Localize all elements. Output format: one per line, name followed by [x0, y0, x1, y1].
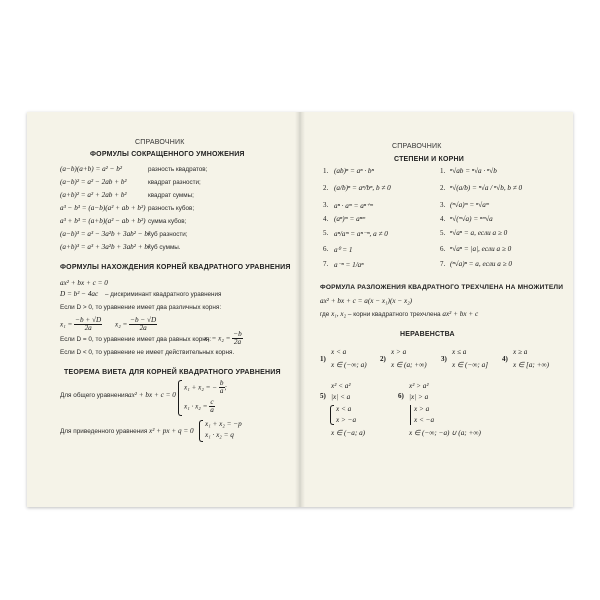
formula: a³ − b³ = (a−b)(a² + ab + b²) — [60, 204, 146, 212]
formula: (a−b)(a+b) = a² − b² — [60, 165, 123, 173]
formula-label: – дискриминант квадратного уравнения — [105, 291, 222, 298]
item-number: 5. — [440, 229, 446, 237]
inequality: x < a — [331, 348, 347, 356]
book-spread — [27, 112, 573, 507]
formula: x₁ + x₂ = −p — [205, 420, 242, 428]
formula: x₁ · x₂ = q — [205, 431, 234, 439]
section-title: ФОРМУЛЫ СОКРАЩЕННОГО УМНОЖЕНИЯ — [90, 151, 245, 158]
section-title: ФОРМУЛЫ НАХОЖДЕНИЯ КОРНЕЙ КВАДРАТНОГО УРАВНЕНИЯ — [60, 264, 291, 271]
item-number: 5. — [323, 229, 329, 237]
numerator: −b — [233, 330, 242, 338]
inequality: x > −a — [336, 416, 357, 424]
item-number: 7. — [323, 260, 329, 268]
numerator: c — [210, 398, 214, 406]
formula-lhs: x₁ = x₂ = — [204, 334, 231, 343]
denominator: a — [219, 387, 224, 396]
formula-label: разность квадратов; — [148, 166, 208, 173]
formula-label: разность кубов; — [148, 205, 195, 212]
formula: ⁿ√ab = ⁿ√a · ⁿ√b — [450, 167, 497, 175]
inequality: x > a — [391, 348, 407, 356]
item-number: 2) — [380, 355, 386, 363]
item-number: 3. — [323, 201, 329, 209]
section-title: ТЕОРЕМА ВИЕТА ДЛЯ КОРНЕЙ КВАДРАТНОГО УРАВНЕНИЯ — [64, 369, 281, 376]
item-number: 4. — [440, 215, 446, 223]
formula-label: квадрат разности; — [148, 179, 201, 186]
item-number: 7. — [440, 260, 446, 268]
inequality-solution: x ∈ [a; +∞) — [513, 361, 549, 369]
page-header: СПРАВОЧНИК — [392, 143, 442, 150]
formula-label: куб суммы. — [148, 244, 181, 251]
numerator: −b + √D — [75, 316, 102, 324]
fraction — [74, 317, 102, 332]
item-number: 3) — [441, 355, 447, 363]
formula: ⁿ√aⁿ = a, если a ≥ 0 — [450, 229, 508, 237]
formula: (a+b)³ = a³ + 3a²b + 3ab² + b³ — [60, 243, 151, 251]
section-title: НЕРАВЕНСТВА — [400, 331, 455, 338]
root-formula-1 — [60, 317, 102, 332]
text-line: Для общего уравнения — [60, 392, 129, 399]
formula: ⁿ√aⁿ = |a|, если a ≥ 0 — [450, 245, 512, 253]
left-page — [27, 112, 300, 507]
inequality-solution: x ∈ (a; +∞) — [391, 361, 427, 369]
formula: ax² + bx + c = a(x − x₁)(x − x₂) — [320, 297, 413, 305]
formula: ⁿ√(a/b) = ⁿ√a / ⁿ√b, b ≠ 0 — [450, 184, 523, 192]
denominator: 2a — [233, 338, 242, 347]
inequality-solution: x ∈ (−a; a) — [331, 429, 366, 437]
inequality: x < a — [336, 405, 352, 413]
text-line — [320, 310, 478, 318]
where-label: где — [320, 311, 330, 318]
formula-label: квадрат суммы; — [148, 192, 194, 199]
right-page — [300, 112, 573, 507]
formula: x² + px + q = 0 — [149, 427, 194, 435]
formula: ⁿ√(ᵐ√a) = ⁿᵐ√a — [450, 215, 493, 223]
formula: (a−b)² = a² − 2ab + b² — [60, 178, 127, 186]
item-number: 2. — [440, 184, 446, 192]
formula-label: куб разности; — [148, 231, 188, 238]
formula-lhs: x₁ = — [60, 320, 73, 329]
formula: D = b² − 4ac — [60, 290, 99, 298]
trinomial: ax² + bx + c — [442, 310, 479, 318]
inequality: x ≤ a — [452, 348, 467, 356]
numerator: b — [219, 379, 224, 387]
fraction — [232, 331, 242, 346]
formula: (ⁿ√a)ⁿ = a, если a ≥ 0 — [450, 260, 513, 268]
roots-symbols: x₁, x₂ — [331, 310, 347, 318]
denominator: a — [210, 406, 214, 415]
denominator: 2a — [139, 324, 147, 333]
formula: (a/b)ⁿ = aⁿ/bⁿ, b ≠ 0 — [334, 184, 391, 192]
item-number: 1) — [320, 355, 326, 363]
formula: aⁿ/aᵐ = aⁿ⁻ᵐ, a ≠ 0 — [334, 230, 388, 238]
inequality: x² < a² — [331, 382, 351, 390]
formula: a³ + b³ = (a+b)(a² − ab + b²) — [60, 217, 146, 225]
item-number: 1. — [440, 167, 446, 175]
formula: a⁻ⁿ = 1/aⁿ — [334, 261, 364, 269]
inequality: |x| > a — [409, 393, 429, 401]
item-number: 6. — [440, 245, 446, 253]
text-line: Если D > 0, то уравнение имеет два различных корня: — [60, 304, 222, 311]
formula: ax² + bx + c = 0 — [128, 391, 176, 399]
formula-lhs: x₁ · x₂ = — [184, 402, 208, 411]
text-line: Если D = 0, то уравнение имеет два равных корня: — [60, 336, 212, 343]
equal-roots-formula — [204, 331, 243, 346]
item-number: 6) — [398, 392, 404, 400]
item-number: 4) — [502, 355, 508, 363]
inequality-solution: x ∈ (−∞; −a) ∪ (a; +∞) — [409, 429, 481, 437]
item-number: 2. — [323, 184, 329, 192]
formula-lhs: x₂ = — [115, 320, 128, 329]
formula: a⁰ = 1 — [334, 246, 353, 254]
inequality: x < −a — [414, 416, 435, 424]
system-brace — [330, 405, 334, 425]
root-formula-2 — [115, 317, 157, 332]
item-number: 6. — [323, 245, 329, 253]
fraction — [129, 317, 157, 332]
denominator: 2a — [84, 324, 92, 333]
item-number: 1. — [323, 167, 329, 175]
section-title: СТЕПЕНИ И КОРНИ — [394, 156, 465, 163]
formula-label: сумма кубов; — [148, 218, 187, 225]
inequality-solution: x ∈ (−∞; a] — [452, 361, 488, 369]
section-title: ФОРМУЛА РАЗЛОЖЕНИЯ КВАДРАТНОГО ТРЕХЧЛЕНА НА МНОЖИТЕЛИ — [320, 284, 564, 291]
page-header: СПРАВОЧНИК — [135, 139, 185, 146]
formula-lhs: x₁ + x₂ = − — [184, 383, 218, 392]
formula: (a+b)² = a² + 2ab + b² — [60, 191, 127, 199]
inequality-solution: x ∈ (−∞; a) — [331, 361, 367, 369]
inequality: x ≥ a — [513, 348, 528, 356]
formula: (ab)ⁿ = aⁿ · bⁿ — [334, 167, 374, 175]
vieta-sum: x₁ + x₂ = − $\frac{b}{a}$ ; — [184, 379, 227, 396]
inequality: x² > a² — [409, 382, 429, 390]
numerator: −b − √D — [130, 316, 157, 324]
fraction — [209, 399, 215, 414]
formula: aⁿ · aᵐ = aⁿ⁺ᵐ — [334, 202, 373, 210]
vieta-product — [184, 399, 215, 414]
item-number: 3. — [440, 201, 446, 209]
union-bracket — [407, 405, 411, 425]
inequality: |x| < a — [331, 393, 351, 401]
item-number: 5) — [320, 392, 326, 400]
inequality: x > a — [414, 405, 430, 413]
roots-desc: – корни квадратного трехчлена — [347, 311, 441, 318]
system-brace — [178, 380, 182, 416]
item-number: 4. — [323, 215, 329, 223]
formula: (a−b)³ = a³ − 3a²b + 3ab² − b³ — [60, 230, 151, 238]
text-line: Если D < 0, то уравнение не имеет действительных корня. — [60, 349, 235, 356]
system-brace — [199, 420, 203, 442]
formula: (aⁿ)ᵐ = aⁿᵐ — [334, 215, 365, 223]
formula: (ⁿ√a)ᵐ = ⁿ√aᵐ — [450, 201, 489, 209]
formula: ax² + bx + c = 0 — [60, 279, 108, 287]
text-line: Для приведенного уравнения — [60, 428, 148, 435]
